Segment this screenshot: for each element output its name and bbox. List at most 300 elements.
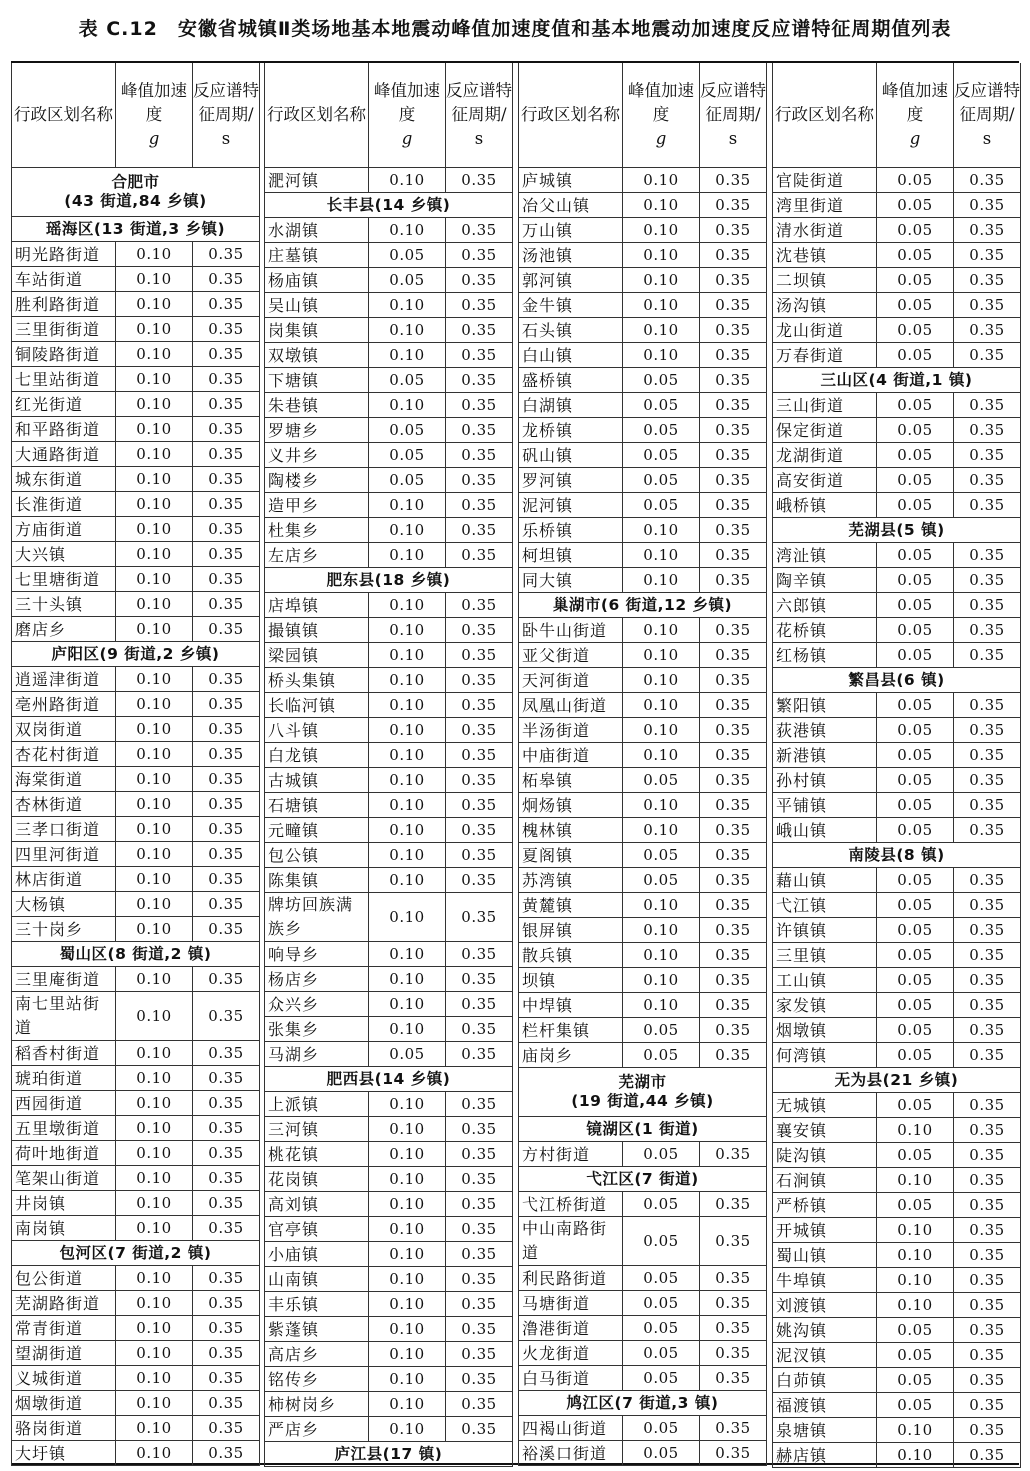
period-value: 0.35: [954, 268, 1021, 293]
pga-value: 0.10: [369, 718, 446, 743]
pga-value: 0.05: [877, 1368, 954, 1393]
period-value: 0.35: [954, 1268, 1021, 1293]
table-row: [265, 1342, 513, 1367]
district-name: 六郎镇: [773, 593, 877, 618]
period-value: 0.35: [700, 968, 767, 993]
period-value: 0.35: [954, 418, 1021, 443]
district-name: 罗塘乡: [265, 418, 369, 443]
header-name: 行政区划名称: [12, 63, 116, 168]
period-value: 0.35: [193, 1191, 260, 1216]
pga-value: 0.10: [369, 643, 446, 668]
district-name: 三河镇: [265, 1117, 369, 1142]
district-name: 官陡街道: [773, 168, 877, 193]
district-name: 蜀山镇: [773, 1243, 877, 1268]
district-name: 夏阁镇: [519, 843, 623, 868]
table-row: [265, 942, 513, 967]
table-row: [773, 293, 1021, 318]
district-name: 柯坦镇: [519, 543, 623, 568]
period-value: 0.35: [700, 693, 767, 718]
period-value: 0.35: [700, 1018, 767, 1043]
section-heading-line: 庐阳区(9 街道,2 乡镇): [51, 644, 220, 663]
header-row: [519, 63, 767, 168]
district-name: 三山街道: [773, 393, 877, 418]
pga-value: 0.05: [877, 1318, 954, 1343]
district-name: 和平路街道: [12, 417, 116, 442]
table-row: [265, 293, 513, 318]
table-row: [519, 343, 767, 368]
pga-value: 0.10: [369, 393, 446, 418]
table-row: [12, 1191, 260, 1216]
pga-value: 0.10: [623, 718, 700, 743]
section-heading-row: [12, 168, 260, 217]
pga-value: 0.10: [116, 1066, 193, 1091]
district-name: 牛埠镇: [773, 1268, 877, 1293]
table-row: [519, 443, 767, 468]
period-value: 0.35: [446, 868, 513, 893]
district-name: 小庙镇: [265, 1242, 369, 1267]
table-row: [265, 218, 513, 243]
district-name: 乐桥镇: [519, 518, 623, 543]
period-value: 0.35: [446, 618, 513, 643]
pga-value: 0.10: [877, 1118, 954, 1143]
period-value: 0.35: [954, 993, 1021, 1018]
period-value: 0.35: [700, 1441, 767, 1466]
section-heading-row: [519, 1167, 767, 1192]
pga-value: 0.05: [877, 968, 954, 993]
pga-value: 0.10: [116, 1041, 193, 1066]
pga-value: 0.10: [116, 567, 193, 592]
pga-value: 0.05: [623, 1142, 700, 1167]
table-row: [519, 743, 767, 768]
period-value: 0.35: [700, 243, 767, 268]
period-value: 0.35: [446, 992, 513, 1017]
table-row: [773, 718, 1021, 743]
header-period: 反应谱特征周期/ s: [954, 63, 1021, 168]
header-pga: 峰值加速度 g: [369, 63, 446, 168]
pga-value: 0.10: [877, 1218, 954, 1243]
district-name: 白马街道: [519, 1366, 623, 1391]
pga-value: 0.10: [369, 868, 446, 893]
section-heading-line: 巢湖市(6 街道,12 乡镇): [552, 595, 733, 614]
table-row: [12, 1141, 260, 1166]
section-heading-line: 庐江县(17 镇): [334, 1444, 443, 1463]
period-value: 0.35: [954, 1443, 1021, 1468]
district-name: 红杨镇: [773, 643, 877, 668]
pga-value: 0.10: [116, 1441, 193, 1466]
period-value: 0.35: [193, 317, 260, 342]
period-value: 0.35: [954, 1368, 1021, 1393]
period-value: 0.35: [446, 818, 513, 843]
period-value: 0.35: [954, 818, 1021, 843]
table-row: [12, 717, 260, 742]
table-row: [773, 968, 1021, 993]
period-value: 0.35: [700, 868, 767, 893]
period-value: 0.35: [700, 293, 767, 318]
header-period: 反应谱特征周期/ s: [446, 63, 513, 168]
table-row: [265, 268, 513, 293]
pga-value: 0.05: [623, 843, 700, 868]
period-value: 0.35: [446, 793, 513, 818]
pga-value: 0.05: [623, 368, 700, 393]
period-value: 0.35: [954, 1043, 1021, 1068]
pga-value: 0.05: [877, 1043, 954, 1068]
table-row: [519, 418, 767, 443]
period-value: 0.35: [700, 743, 767, 768]
pga-value: 0.05: [623, 1416, 700, 1441]
section-heading-row: [12, 1241, 260, 1266]
section-heading-line: 鸠江区(7 街道,3 镇): [566, 1393, 719, 1412]
period-value: 0.35: [446, 1092, 513, 1117]
district-name: 山南镇: [265, 1267, 369, 1292]
table-row: [519, 843, 767, 868]
period-value: 0.35: [954, 343, 1021, 368]
unit-g: g: [655, 129, 667, 148]
table-row: [773, 643, 1021, 668]
district-name: 天河街道: [519, 668, 623, 693]
pga-value: 0.10: [369, 1267, 446, 1292]
table-row: [265, 1192, 513, 1217]
period-value: 0.35: [446, 743, 513, 768]
pga-value: 0.10: [369, 818, 446, 843]
header-pga: 峰值加速度 g: [877, 63, 954, 168]
period-value: 0.35: [700, 418, 767, 443]
pga-value: 0.10: [877, 1443, 954, 1468]
table-row: [265, 1167, 513, 1192]
district-name: 利民路街道: [519, 1266, 623, 1291]
table-row: [519, 693, 767, 718]
pga-value: 0.10: [116, 967, 193, 992]
pga-value: 0.05: [369, 468, 446, 493]
district-name: 三里街街道: [12, 317, 116, 342]
period-value: 0.35: [446, 768, 513, 793]
period-value: 0.35: [954, 1318, 1021, 1343]
pga-value: 0.10: [623, 693, 700, 718]
table-row: [773, 993, 1021, 1018]
district-name: 何湾镇: [773, 1043, 877, 1068]
period-value: 0.35: [193, 1041, 260, 1066]
period-value: 0.35: [700, 318, 767, 343]
district-name: 左店乡: [265, 543, 369, 568]
pga-value: 0.10: [369, 992, 446, 1017]
table-row: [519, 968, 767, 993]
period-value: 0.35: [954, 1393, 1021, 1418]
period-value: 0.35: [193, 342, 260, 367]
district-name: 南七里站街道: [12, 992, 116, 1041]
table-row: [519, 1266, 767, 1291]
pga-value: 0.10: [623, 268, 700, 293]
district-name: 石头镇: [519, 318, 623, 343]
table-row: [773, 1143, 1021, 1168]
pga-value: 0.10: [116, 392, 193, 417]
period-value: 0.35: [193, 1416, 260, 1441]
pga-value: 0.10: [623, 893, 700, 918]
pga-value: 0.10: [369, 668, 446, 693]
pga-value: 0.05: [369, 443, 446, 468]
district-name: 车站街道: [12, 267, 116, 292]
period-value: 0.35: [700, 1416, 767, 1441]
period-value: 0.35: [954, 168, 1021, 193]
district-name: 白龙镇: [265, 743, 369, 768]
section-heading-row: [12, 942, 260, 967]
section-heading-row: [12, 217, 260, 242]
district-name: 柿树岗乡: [265, 1392, 369, 1417]
pga-value: 0.10: [623, 193, 700, 218]
district-name: 亚父街道: [519, 643, 623, 668]
district-name: 汤池镇: [519, 243, 623, 268]
pga-value: 0.10: [623, 568, 700, 593]
table-row: [265, 243, 513, 268]
unit-s: s: [728, 129, 738, 148]
table-column-block-4: [772, 63, 1020, 1468]
table-row: [265, 493, 513, 518]
pga-value: 0.05: [877, 893, 954, 918]
period-value: 0.35: [446, 593, 513, 618]
district-name: 笔架山街道: [12, 1166, 116, 1191]
pga-value: 0.10: [623, 793, 700, 818]
table-row: [265, 718, 513, 743]
table-row: [773, 1043, 1021, 1068]
period-value: 0.35: [193, 1291, 260, 1316]
pga-value: 0.10: [116, 617, 193, 642]
district-name: 福渡镇: [773, 1393, 877, 1418]
section-heading-line: (43 街道,84 乡镇): [64, 192, 207, 210]
district-name: 马塘街道: [519, 1291, 623, 1316]
district-name: 半汤街道: [519, 718, 623, 743]
district-name: 庙岗乡: [519, 1043, 623, 1068]
district-name: 铭传乡: [265, 1367, 369, 1392]
pga-value: 0.10: [369, 1242, 446, 1267]
district-name: 同大镇: [519, 568, 623, 593]
pga-value: 0.10: [623, 818, 700, 843]
pga-value: 0.05: [623, 468, 700, 493]
district-name: 义城街道: [12, 1366, 116, 1391]
period-value: 0.35: [954, 1243, 1021, 1268]
table-row: [12, 967, 260, 992]
table-row: [773, 1018, 1021, 1043]
pga-value: 0.10: [369, 493, 446, 518]
table-row: [12, 317, 260, 342]
section-heading: [12, 942, 260, 967]
pga-value: 0.10: [116, 1316, 193, 1341]
pga-value: 0.05: [877, 243, 954, 268]
period-value: 0.35: [193, 1216, 260, 1241]
period-value: 0.35: [954, 693, 1021, 718]
period-value: 0.35: [193, 367, 260, 392]
section-heading-line: 繁昌县(6 镇): [848, 670, 945, 689]
pga-value: 0.10: [116, 1141, 193, 1166]
table-row: [265, 343, 513, 368]
period-value: 0.35: [700, 643, 767, 668]
section-heading-row: [519, 593, 767, 618]
table-row: [12, 742, 260, 767]
district-name: 坝镇: [519, 968, 623, 993]
table-caption: 表 C.12 安徽省城镇Ⅱ类场地基本地震动峰值加速度值和基本地震动加速度反应谱特征周期值列表: [78, 18, 952, 40]
table-row: [773, 818, 1021, 843]
pga-value: 0.10: [369, 518, 446, 543]
section-heading-line: 三山区(4 街道,1 镇): [820, 370, 973, 389]
section-heading: [519, 593, 767, 618]
district-name: 泥河镇: [519, 493, 623, 518]
district-name: 家发镇: [773, 993, 877, 1018]
district-name: 杏花村街道: [12, 742, 116, 767]
period-value: 0.35: [193, 842, 260, 867]
pga-value: 0.05: [877, 593, 954, 618]
district-name: 八斗镇: [265, 718, 369, 743]
period-value: 0.35: [954, 1168, 1021, 1193]
period-value: 0.35: [446, 1342, 513, 1367]
period-value: 0.35: [700, 1217, 767, 1266]
district-name: 开城镇: [773, 1218, 877, 1243]
district-name: 泥汊镇: [773, 1343, 877, 1368]
table-row: [773, 343, 1021, 368]
header-name: 行政区划名称: [265, 63, 369, 168]
period-value: 0.35: [700, 818, 767, 843]
section-heading-line: 南陵县(8 镇): [848, 845, 945, 864]
district-name: 栏杆集镇: [519, 1018, 623, 1043]
table-row: [12, 242, 260, 267]
district-name: 大杨镇: [12, 892, 116, 917]
period-value: 0.35: [954, 1118, 1021, 1143]
pga-value: 0.10: [623, 343, 700, 368]
period-value: 0.35: [700, 718, 767, 743]
district-name: 苏湾镇: [519, 868, 623, 893]
pga-value: 0.10: [116, 492, 193, 517]
table-row: [519, 1291, 767, 1316]
table-row: [519, 318, 767, 343]
period-value: 0.35: [954, 318, 1021, 343]
table-row: [773, 743, 1021, 768]
table-row: [12, 842, 260, 867]
table-row: [12, 542, 260, 567]
district-name: 逍遥津街道: [12, 667, 116, 692]
table-row: [773, 1168, 1021, 1193]
district-name: 下塘镇: [265, 368, 369, 393]
period-value: 0.35: [700, 1366, 767, 1391]
pga-value: 0.05: [877, 493, 954, 518]
period-value: 0.35: [954, 293, 1021, 318]
district-name: 城东街道: [12, 467, 116, 492]
period-value: 0.35: [700, 893, 767, 918]
table-row: [265, 1292, 513, 1317]
section-heading-line: 肥西县(14 乡镇): [326, 1069, 451, 1088]
district-name: 三十岗乡: [12, 917, 116, 942]
pga-value: 0.10: [116, 1216, 193, 1241]
period-value: 0.35: [193, 867, 260, 892]
district-name: 桃花镇: [265, 1142, 369, 1167]
period-value: 0.35: [193, 517, 260, 542]
period-value: 0.35: [193, 1116, 260, 1141]
table-row: [12, 1066, 260, 1091]
period-value: 0.35: [193, 917, 260, 942]
district-name: 长临河镇: [265, 693, 369, 718]
table-row: [773, 893, 1021, 918]
period-value: 0.35: [700, 943, 767, 968]
pga-value: 0.10: [369, 967, 446, 992]
table-row: [773, 1443, 1021, 1468]
table-row: [12, 567, 260, 592]
district-name: 赫店镇: [773, 1443, 877, 1468]
period-value: 0.35: [700, 618, 767, 643]
period-value: 0.35: [446, 343, 513, 368]
period-value: 0.35: [446, 393, 513, 418]
pga-value: 0.10: [623, 618, 700, 643]
district-name: 石塘镇: [265, 793, 369, 818]
district-name: 金牛镇: [519, 293, 623, 318]
period-value: 0.35: [954, 1143, 1021, 1168]
table-row: [265, 818, 513, 843]
period-value: 0.35: [700, 443, 767, 468]
period-value: 0.35: [193, 592, 260, 617]
pga-value: 0.10: [116, 1166, 193, 1191]
pga-value: 0.10: [116, 517, 193, 542]
table-row: [519, 618, 767, 643]
pga-value: 0.10: [369, 1092, 446, 1117]
period-value: 0.35: [446, 443, 513, 468]
pga-value: 0.05: [877, 868, 954, 893]
period-value: 0.35: [446, 1042, 513, 1067]
district-name: 烟墩镇: [773, 1018, 877, 1043]
table-row: [265, 967, 513, 992]
district-name: 长淮街道: [12, 492, 116, 517]
period-value: 0.35: [446, 1292, 513, 1317]
table-row: [519, 768, 767, 793]
district-name: 方村街道: [519, 1142, 623, 1167]
table-column-block-1: [11, 63, 259, 1466]
district-name: 撮镇镇: [265, 618, 369, 643]
period-value: 0.35: [446, 967, 513, 992]
period-value: 0.35: [700, 368, 767, 393]
table-row: [265, 543, 513, 568]
table-row: [519, 243, 767, 268]
table-row: [773, 268, 1021, 293]
period-value: 0.35: [700, 218, 767, 243]
period-value: 0.35: [193, 992, 260, 1041]
table-row: [773, 418, 1021, 443]
section-heading-row: [265, 568, 513, 593]
period-value: 0.35: [193, 492, 260, 517]
table-row: [265, 1217, 513, 1242]
period-value: 0.35: [193, 692, 260, 717]
pga-value: 0.05: [369, 418, 446, 443]
district-name: 火龙街道: [519, 1341, 623, 1366]
table-row: [519, 568, 767, 593]
district-name: 炯炀镇: [519, 793, 623, 818]
header-period: 反应谱特征周期/ s: [193, 63, 260, 168]
pga-value: 0.10: [623, 518, 700, 543]
table-row: [12, 867, 260, 892]
period-value: 0.35: [954, 643, 1021, 668]
period-value: 0.35: [700, 843, 767, 868]
period-value: 0.35: [193, 792, 260, 817]
section-heading-row: [773, 368, 1021, 393]
district-name: 桥头集镇: [265, 668, 369, 693]
period-value: 0.35: [700, 1043, 767, 1068]
district-name: 龙山街道: [773, 318, 877, 343]
period-value: 0.35: [954, 618, 1021, 643]
district-name: 藉山镇: [773, 868, 877, 893]
period-value: 0.35: [446, 243, 513, 268]
table-row: [12, 392, 260, 417]
table-row: [265, 1117, 513, 1142]
pga-value: 0.10: [369, 793, 446, 818]
district-name: 黄麓镇: [519, 893, 623, 918]
district-name: 大圩镇: [12, 1441, 116, 1466]
unit-g: g: [401, 129, 413, 148]
period-value: 0.35: [193, 542, 260, 567]
pga-value: 0.05: [877, 643, 954, 668]
pga-value: 0.10: [369, 1142, 446, 1167]
period-value: 0.35: [700, 1291, 767, 1316]
